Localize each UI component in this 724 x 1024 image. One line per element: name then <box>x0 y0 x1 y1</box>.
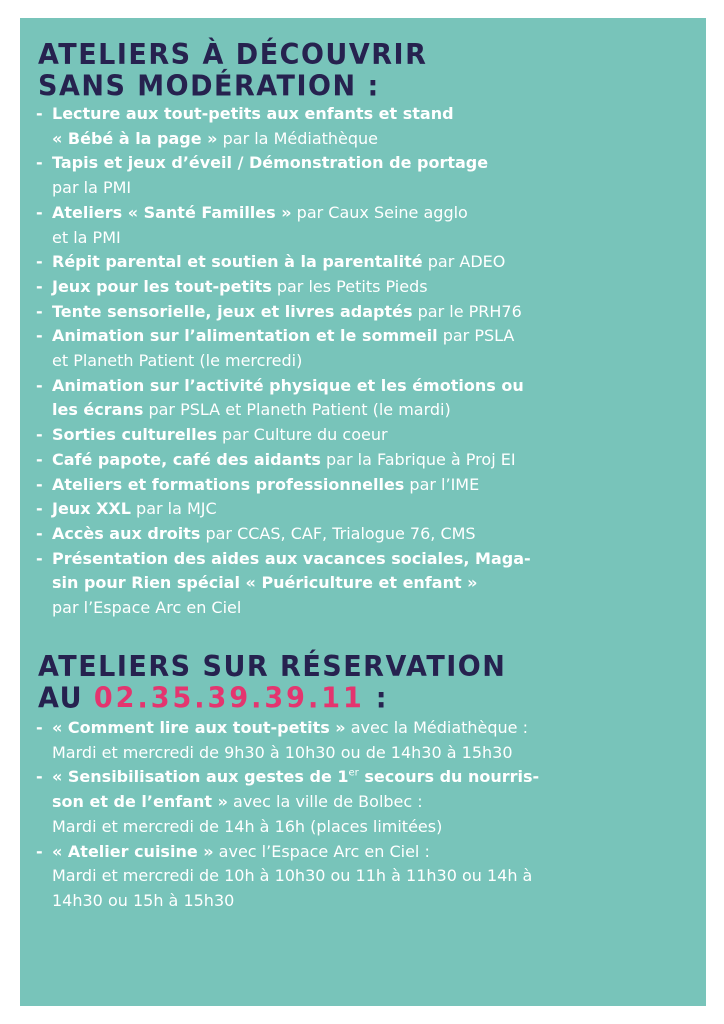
section2-list <box>35 716 675 914</box>
list-item: - « Sensibilisation aux gestes de 1er secours du nourris- son et de l’enfant » avec la ville de Bolbec : Mardi et mercredi de 14h à 16h (places limitées) <box>35 765 675 839</box>
section1-list <box>35 102 675 621</box>
section1-title-line1: ATELIERS À DÉCOUVRIR <box>38 38 428 72</box>
list-item: - Animation sur l’alimentation et le sommeil par PSLA et Planeth Patient (le mercredi) <box>35 324 675 373</box>
list-item: - « Comment lire aux tout-petits » avec la Médiathèque : Mardi et mercredi de 9h30 à 10h30 ou de 14h30 à 15h30 <box>35 716 675 765</box>
list-item: - Jeux pour les tout-petits par les Petits Pieds <box>35 275 675 300</box>
list-item: - Ateliers et formations professionnelles par l’IME <box>35 473 675 498</box>
list-item: - Jeux XXL par la MJC <box>35 497 675 522</box>
list-item: - Accès aux droits par CCAS, CAF, Trialogue 76, CMS <box>35 522 675 547</box>
list-item: - « Atelier cuisine » avec l’Espace Arc en Ciel : Mardi et mercredi de 10h à 10h30 ou 11h à 11h30 ou 14h à 14h30 ou 15h à 15h30 <box>35 840 675 914</box>
list-item: - Tente sensorielle, jeux et livres adaptés par le PRH76 <box>35 300 675 325</box>
section2-title-suffix: : <box>364 682 388 715</box>
list-item: - Répit parental et soutien à la parentalité par ADEO <box>35 250 675 275</box>
list-item: - Tapis et jeux d’éveil / Démonstration de portage par la PMI <box>35 151 675 200</box>
list-item: - Sorties culturelles par Culture du coeur <box>35 423 675 448</box>
section2-title-line1: ATELIERS SUR RÉSERVATION <box>38 650 507 684</box>
section1-title-line2: SANS MODÉRATION : <box>38 70 380 103</box>
list-item: - Ateliers « Santé Familles » par Caux Seine agglo et la PMI <box>35 201 675 250</box>
list-item: - Présentation des aides aux vacances sociales, Maga- sin pour Rien spécial « Puériculture et enfant » par l’Espace Arc en Ciel <box>35 547 675 621</box>
section2-title-prefix: AU <box>38 682 94 715</box>
section2-heading <box>38 652 506 715</box>
list-item: - Lecture aux tout-petits aux enfants et stand « Bébé à la page » par la Médiathèque <box>35 102 675 151</box>
list-item: - Animation sur l’activité physique et les émotions ou les écrans par PSLA et Planeth Patient (le mardi) <box>35 374 675 423</box>
list-item: - Café papote, café des aidants par la Fabrique à Proj EI <box>35 448 675 473</box>
section1-heading <box>38 40 427 103</box>
phone-number: 02.35.39.39.11 <box>93 682 365 715</box>
